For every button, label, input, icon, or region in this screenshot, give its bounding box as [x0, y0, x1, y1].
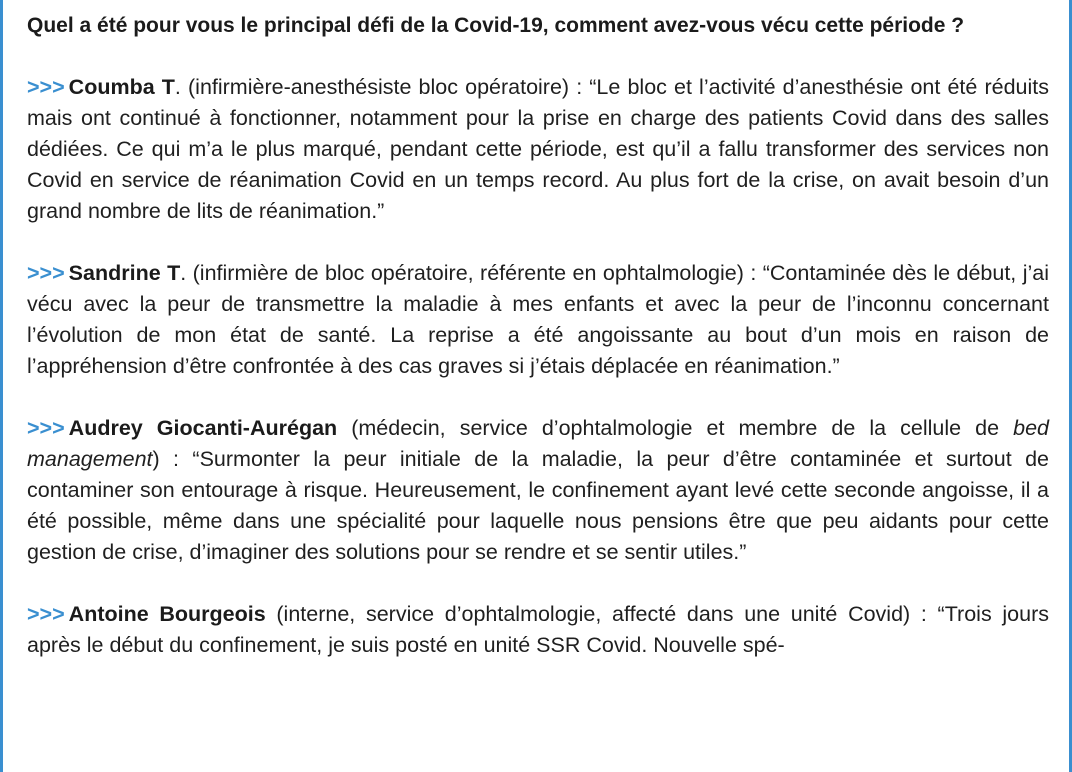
answer-text: (interne, service d’ophtalmologie, affecté dans une unité Covid) : “Trois jours après le début du confinement, je suis posté en unité SSR Covid. Nouvelle spé-: [27, 602, 1049, 657]
chevron-marker-icon: >>>: [27, 75, 65, 99]
answer-paragraph: [27, 599, 1049, 661]
answer-paragraph: [27, 258, 1049, 382]
answer-paragraph: [27, 72, 1049, 227]
chevron-marker-icon: >>>: [27, 416, 65, 440]
answer-paragraph: [27, 413, 1049, 568]
answer-italic-term: bed management: [27, 416, 1049, 471]
respondent-name: Antoine Bourgeois: [68, 602, 266, 626]
answer-text: ) : “Surmonter la peur initiale de la maladie, la peur d’être contaminée et surtout de contaminer son entourage à risque. Heureusement, le confinement ayant levé cette seconde angoisse, il a été possible, même dans une spécialité pour laquelle nous pensions être que peu aidants pour cette gestion de crise, d’imaginer des solutions pour se rendre et se sentir utiles.”: [27, 447, 1049, 564]
answer-text: . (infirmière-anesthésiste bloc opératoire) : “Le bloc et l’activité d’anesthésie ont été réduits mais ont continué à fonctionner, notamment pour la prise en charge des patients Covid dans des salles dédiées. Ce qui m’a le plus marqué, pendant cette période, est qu’il a fallu transformer des services non Covid en service de réanimation Covid en un temps record. Au plus fort de la crise, on avait besoin d’un grand nombre de lits de réanimation.”: [27, 75, 1049, 223]
chevron-marker-icon: >>>: [27, 602, 65, 626]
respondent-name: Audrey Giocanti-Aurégan: [68, 416, 338, 440]
answer-text: (médecin, service d’ophtalmologie et membre de la cellule de: [337, 416, 1014, 440]
chevron-marker-icon: >>>: [27, 261, 65, 285]
question-heading: Quel a été pour vous le principal défi de la Covid-19, comment avez-vous vécu cette période ?: [27, 14, 965, 37]
answer-text: . (infirmière de bloc opératoire, référente en ophtalmologie) : “Contaminée dès le début, j’ai vécu avec la peur de transmettre la maladie à mes enfants et avec la peur de l’inconnu concernant l’évolution de mon état de santé. La reprise a été angoissante au bout d’un mois en raison de l’appréhension d’être confrontée à des cas graves si j’étais déplacée en réanimation.”: [27, 261, 1049, 378]
respondent-name: Sandrine T: [68, 261, 181, 285]
respondent-name: Coumba T: [68, 75, 175, 99]
article-content: [27, 10, 1049, 692]
